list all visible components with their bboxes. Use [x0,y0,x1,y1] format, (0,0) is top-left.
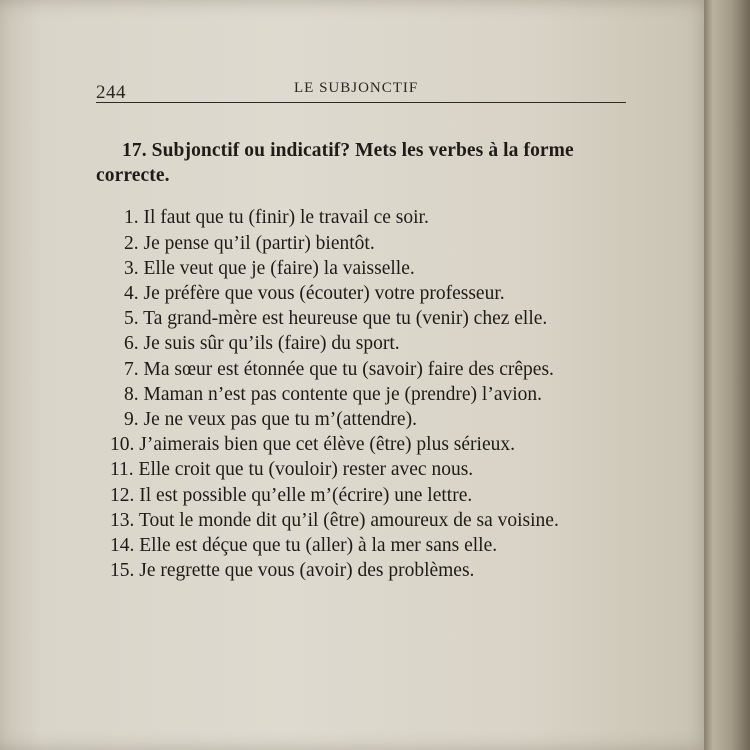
exercise-item-number: 4. [124,283,139,305]
exercise-item-number: 14. [110,535,135,557]
exercise-item-number: 6. [124,333,139,355]
exercise-item-number: 8. [124,383,139,405]
exercise-item [96,508,626,533]
exercise-item-text: Je pense qu’il (partir) bientôt. [143,232,375,254]
exercise-item-number: 13. [110,509,135,531]
exercise-instruction: 17. Subjonctif ou indicatif? Mets les verbes à la forme correcte. [96,140,574,187]
exercise-item [96,457,626,482]
exercise-item-text: Maman n’est pas contente que je (prendre) l’avion. [143,383,543,405]
exercise-item-number: 15. [110,560,135,582]
exercise-item-number: 11. [110,459,134,481]
exercise-item [96,432,626,457]
exercise-list [96,205,626,583]
exercise-item-number: 9. [124,409,139,431]
exercise-item-number: 12. [110,484,135,506]
exercise-item [96,256,626,281]
exercise-item-number: 3. [124,257,139,279]
exercise-item [96,382,626,407]
exercise-item-number: 2. [124,232,139,254]
exercise-item-number: 7. [124,358,139,380]
exercise-item [96,281,626,306]
exercise-item [96,205,626,230]
exercise-item-text: Ta grand-mère est heureuse que tu (venir) chez elle. [143,308,548,330]
exercise-item-text: J’aimerais bien que cet élève (être) plus sérieux. [139,434,515,456]
exercise-item-text: Je ne veux pas que tu m’(attendre). [143,409,417,431]
exercise-item-text: Je préfère que vous (écouter) votre professeur. [143,283,505,305]
exercise-item-number: 10. [110,434,135,456]
exercise-item-number: 1. [124,207,139,229]
exercise-item [96,231,626,256]
exercise-item [96,306,626,331]
exercise-block [96,138,626,583]
exercise-item-text: Elle est déçue que tu (aller) à la mer sans elle. [139,535,498,557]
exercise-item-text: Il faut que tu (finir) le travail ce soir. [143,207,429,229]
next-page-edge [704,0,750,750]
exercise-item-number: 5. [124,308,139,330]
exercise-item [96,407,626,432]
exercise-item-text: Tout le monde dit qu’il (être) amoureux de sa voisine. [138,509,559,531]
exercise-item [96,357,626,382]
exercise-item-text: Je suis sûr qu’ils (faire) du sport. [143,333,400,355]
running-title: LE SUBJONCTIF [294,80,419,96]
exercise-item-text: Il est possible qu’elle m’(écrire) une lettre. [139,484,473,506]
exercise-item [96,483,626,508]
exercise-item-text: Je regrette que vous (avoir) des problèmes. [139,560,475,582]
exercise-item-text: Elle croit que tu (vouloir) rester avec nous. [138,459,474,481]
exercise-item [96,558,626,583]
page-number: 244 [96,82,126,103]
exercise-item-text: Ma sœur est étonnée que tu (savoir) faire des crêpes. [143,358,554,380]
exercise-item [96,331,626,356]
exercise-item-text: Elle veut que je (faire) la vaisselle. [143,257,415,279]
page-header [96,78,626,103]
exercise-item [96,533,626,558]
